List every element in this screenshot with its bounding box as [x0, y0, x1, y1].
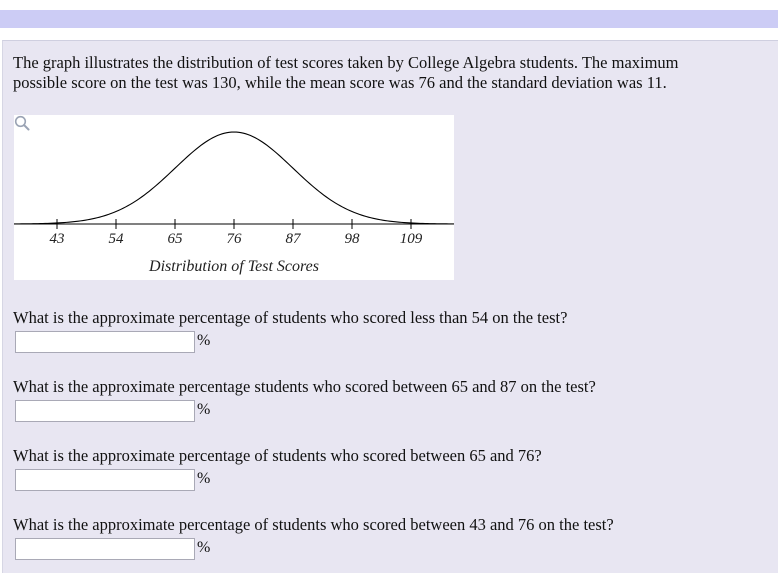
normal-curve-chart [14, 115, 454, 280]
top-banner [0, 10, 778, 28]
tick-label-109: 109 [399, 231, 423, 247]
answer-input-4[interactable] [15, 538, 195, 560]
percent-sign-1: % [197, 332, 211, 349]
tick-label-43: 43 [49, 231, 65, 247]
question-4-text: What is the approximate percentage of students who scored between 43 and 76 on the test? [13, 515, 614, 534]
tick-label-87: 87 [285, 231, 301, 247]
question-1-text: What is the approximate percentage of students who scored less than 54 on the test? [13, 308, 568, 327]
tick-label-98: 98 [344, 231, 360, 247]
question-2-text: What is the approximate percentage students who scored between 65 and 87 on the test? [13, 377, 596, 396]
intro-line-2: possible score on the test was 130, while the mean score was 76 and the standard deviation was 11. [13, 73, 667, 92]
intro-line-1: The graph illustrates the distribution of test scores taken by College Algebra students. The maximum [13, 53, 679, 72]
problem-statement [13, 53, 753, 93]
distribution-graph [14, 115, 454, 280]
percent-sign-3: % [197, 470, 211, 487]
normal-curve-line [14, 132, 454, 224]
tick-label-54: 54 [108, 231, 124, 247]
tick-label-65: 65 [167, 231, 183, 247]
magnifier-icon[interactable] [14, 115, 30, 131]
x-axis-title: Distribution of Test Scores [149, 258, 319, 275]
answer-input-2[interactable] [15, 400, 195, 422]
tick-label-76: 76 [226, 231, 242, 247]
answer-input-1[interactable] [15, 331, 195, 353]
question-3-text: What is the approximate percentage of students who scored between 65 and 76? [13, 446, 542, 465]
answer-input-3[interactable] [15, 469, 195, 491]
question-panel [2, 40, 778, 573]
percent-sign-4: % [197, 539, 211, 556]
percent-sign-2: % [197, 401, 211, 418]
